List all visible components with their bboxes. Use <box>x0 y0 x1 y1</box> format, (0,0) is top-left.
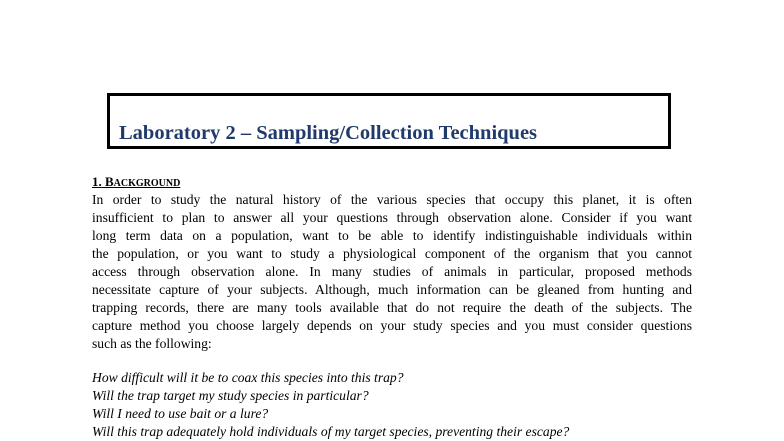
document-title: Laboratory 2 – Sampling/Collection Techniques <box>119 122 538 144</box>
question-list <box>92 369 569 441</box>
paragraph-line: capture method you choose largely depends on your study species and you must consider questions <box>92 318 692 333</box>
paragraph-line: In order to study the natural history of the various species that occupy this planet, it is often <box>92 192 692 207</box>
paragraph-line: access through observation alone. In many studies of animals in particular, proposed methods <box>92 264 692 279</box>
paragraph-line: the population, or you want to study a physiological component of the organism that you cannot <box>92 246 692 261</box>
question-item: How difficult will it be to coax this species into this trap? <box>92 370 404 385</box>
section-heading-first-letter: B <box>105 174 114 189</box>
question-item: Will I need to use bait or a lure? <box>92 406 269 421</box>
section-heading-rest: ACKGROUND <box>113 178 181 189</box>
paragraph-line: long term data on a population, want to be able to identify indistinguishable individuals within <box>92 228 692 243</box>
paragraph-line: insufficient to plan to answer all your questions through observation alone. Consider if you want <box>92 210 692 225</box>
question-item: Will this trap adequately hold individuals of my target species, preventing their escape? <box>92 424 570 439</box>
paragraph-line: such as the following: <box>92 336 212 351</box>
title-box <box>107 93 671 149</box>
background-paragraph <box>92 191 692 353</box>
paragraph-line: trapping records, there are many tools available that do not require the death of the subjects. The <box>92 300 692 315</box>
section-number: 1. <box>92 174 102 189</box>
section-heading <box>92 174 180 190</box>
paragraph-line: necessitate capture of your subjects. Although, much information can be gleaned from hunting and <box>92 282 692 297</box>
question-item: Will the trap target my study species in particular? <box>92 388 369 403</box>
